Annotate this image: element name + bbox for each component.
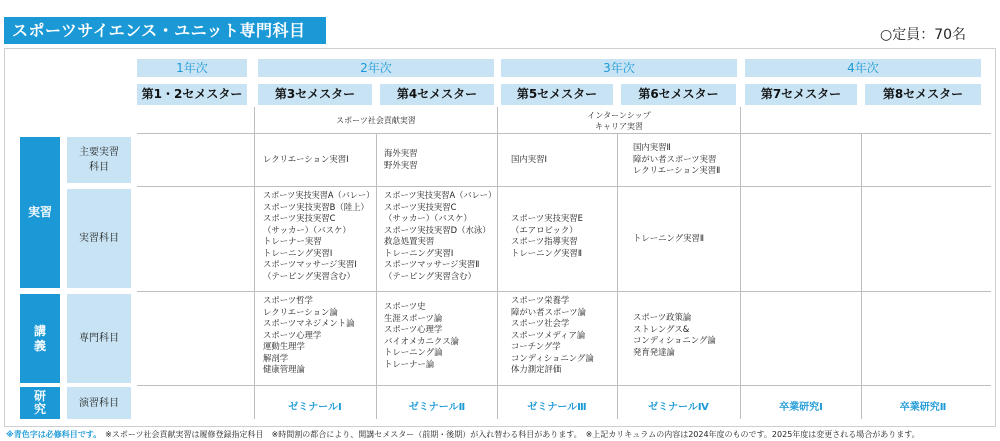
footnote-rest: ※スポーツ社会貢献実習は履修登録指定科目 ※時間割の都合により、開講セメスター（前期・後期）が入れ替わる科目があります。 ※上記カリキュラムの内容は2024年度のものです。2025年度は変更される場合があります。: [105, 430, 920, 439]
category-kougi-char1: 講: [33, 323, 46, 338]
course-item: 障がい者スポーツ実習: [633, 153, 717, 164]
course-item: （テーピング実習含む）: [384, 270, 476, 281]
course-item: スポーツ心理学: [384, 324, 443, 334]
subcategory-main: [67, 137, 131, 183]
subcategory-seminar: 演習科目: [67, 387, 131, 419]
course-item: 発育発達論: [633, 346, 675, 357]
course-item: 解剖学: [263, 352, 289, 363]
column-divider: [254, 107, 255, 419]
course-item: ストレングス&: [633, 323, 690, 334]
graduation-research-2: 卒業研究Ⅱ: [899, 402, 947, 413]
footnote: [6, 429, 920, 440]
divider-line: [137, 133, 991, 134]
semester-header-8: 第8セメスター: [865, 84, 981, 105]
course-item: スポーツマッサージ実習Ⅰ: [263, 259, 357, 269]
course-item: スポーツ社会学: [511, 318, 570, 328]
main-practicum-s3: [263, 154, 373, 166]
semester-header-4: 第4セメスター: [380, 84, 494, 105]
course-item: トレーニング実習Ⅰ: [263, 247, 333, 258]
semester-header-5: 第5セメスター: [501, 84, 613, 105]
subcategory-main-line1: 主要実習: [79, 147, 119, 158]
course-item: 体力測定評価: [511, 364, 562, 374]
course-item: トレーナー実習: [263, 236, 322, 246]
category-kenkyu-char1: 研: [33, 389, 46, 403]
semester-header-7: 第7セメスター: [745, 84, 857, 105]
footnote-required: ※青色字は必修科目です。: [6, 430, 98, 439]
course-item: スポーツマネジメント論: [263, 318, 355, 328]
course-item: コンディショニング論: [633, 335, 716, 345]
practice-s4: [384, 190, 496, 282]
course-item: （エアロビック）: [511, 224, 578, 235]
course-item: スポーツ実技実習C: [263, 213, 336, 223]
practice-s6: [633, 233, 739, 245]
practice-s5: [511, 213, 615, 259]
course-item: トレーニング実習Ⅰ: [384, 247, 454, 258]
divider-line: [137, 385, 991, 386]
course-item: スポーツ政策論: [633, 312, 692, 322]
capacity-label: ○定員：70名: [880, 27, 967, 43]
course-item: 生涯スポーツ論: [384, 312, 443, 323]
course-item: スポーツ栄養学: [511, 295, 570, 305]
specialty-s4: [384, 301, 494, 370]
course-item: スポーツメディア論: [511, 329, 586, 340]
practice-s3: [263, 190, 374, 282]
course-item: 障がい者スポーツ論: [511, 306, 587, 317]
course-item: 健康管理論: [263, 364, 305, 374]
course-item: コーチング学: [511, 341, 561, 351]
course-item: スポーツ史: [384, 301, 426, 311]
course-item: トレーニング実習Ⅱ: [633, 233, 704, 243]
year-header-2: 2年次: [258, 59, 494, 77]
course-item: コンディショニング論: [511, 352, 594, 363]
column-divider: [617, 133, 618, 419]
seminar-2: ゼミナールⅡ: [408, 402, 466, 413]
category-kougi-char2: 義: [33, 338, 46, 353]
specialty-s5: [511, 295, 615, 376]
internship-note-line2: キャリア実習: [595, 122, 643, 131]
course-item: レクリエーション実習Ⅰ: [263, 154, 349, 164]
column-divider: [376, 133, 377, 419]
main-practicum-s4: [384, 148, 494, 171]
course-item: （サッカー）（バスケ）: [263, 224, 351, 235]
page-title: スポーツサイエンス・ユニット専門科目: [4, 17, 326, 44]
course-item: スポーツ実技実習A（バレー）: [384, 190, 496, 200]
course-item: 国内実習Ⅱ: [633, 142, 671, 152]
social-contribution-note: スポーツ社会貢献実習: [336, 116, 416, 125]
internship-note: [501, 110, 737, 132]
seminar-1: ゼミナールⅠ: [288, 402, 342, 413]
course-item: スポーツ哲学: [263, 295, 313, 305]
course-item: トレーナー論: [384, 358, 435, 369]
course-item: 運動生理学: [263, 341, 305, 351]
course-item: トレーニング実習Ⅱ: [511, 247, 582, 258]
course-item: レクリエーション論: [263, 306, 338, 317]
course-item: スポーツ実技実習E: [511, 213, 583, 223]
course-item: 救急処置実習: [384, 236, 435, 246]
seminar-3: ゼミナールⅢ: [527, 402, 587, 413]
divider-line: [137, 291, 991, 292]
course-item: （サッカー）（バスケ）: [384, 213, 472, 223]
internship-note-line1: インターンシップ: [587, 111, 651, 120]
column-divider: [497, 107, 498, 419]
category-kenkyu-char2: 究: [33, 402, 46, 416]
course-item: 国内実習Ⅰ: [511, 154, 547, 164]
course-item: スポーツマッサージ実習Ⅱ: [384, 259, 480, 269]
course-item: スポーツ実技実習A（バレー）: [263, 190, 374, 200]
course-item: スポーツ指導実習: [511, 236, 578, 246]
course-item: レクリエーション実習Ⅱ: [633, 165, 721, 175]
category-kenkyu: [20, 387, 60, 419]
main-practicum-s6: [633, 142, 739, 177]
year-header-4: 4年次: [745, 59, 981, 77]
category-kougi: [20, 294, 60, 383]
course-item: 海外実習: [384, 148, 418, 158]
specialty-s3: [263, 295, 373, 376]
year-header-1: 1年次: [137, 59, 247, 77]
course-item: バイオメカニクス論: [384, 335, 459, 346]
divider-line: [137, 186, 991, 187]
seminar-4: ゼミナールⅣ: [648, 402, 709, 413]
subcategory-specialty: 専門科目: [67, 294, 131, 383]
column-divider: [740, 107, 741, 419]
category-jisshu: 実習: [20, 137, 60, 288]
semester-header-3: 第3セメスター: [258, 84, 372, 105]
course-item: スポーツ実技実習C: [384, 201, 457, 212]
semester-header-6: 第6セメスター: [621, 84, 736, 105]
subcategory-practice: 実習科目: [67, 189, 131, 288]
course-item: （テーピング実習含む）: [263, 270, 355, 281]
graduation-research-1: 卒業研究Ⅰ: [779, 402, 823, 413]
course-item: スポーツ実技実習B（陸上）: [263, 201, 369, 212]
course-item: スポーツ実技実習D（水泳）: [384, 224, 491, 235]
subcategory-main-line2: 科目: [89, 162, 109, 173]
column-divider: [861, 133, 862, 419]
course-item: 野外実習: [384, 159, 418, 170]
main-practicum-s5: [511, 154, 615, 166]
specialty-s6: [633, 312, 739, 358]
year-header-3: 3年次: [501, 59, 737, 77]
course-item: トレーニング論: [384, 347, 443, 357]
semester-header-1-2: 第1・2セメスター: [137, 84, 247, 105]
course-item: スポーツ心理学: [263, 329, 322, 340]
